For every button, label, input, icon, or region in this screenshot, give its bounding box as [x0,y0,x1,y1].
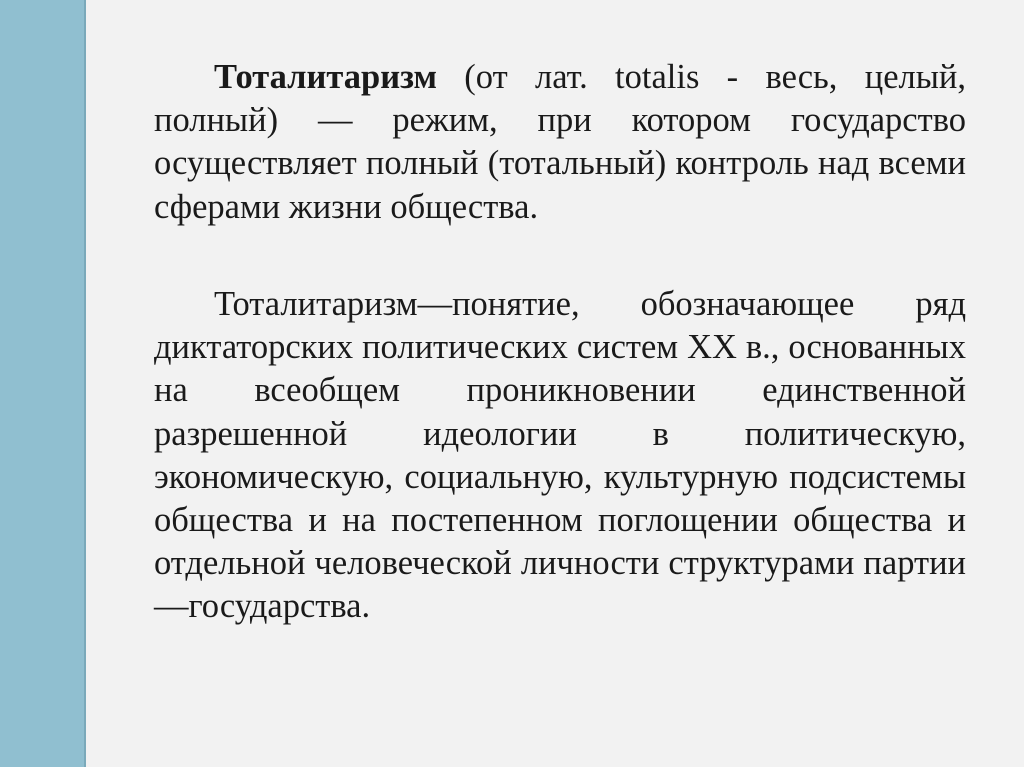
left-accent-bar [0,0,86,767]
defined-term: Тоталитаризм [214,58,437,96]
definition-paragraph [154,56,966,229]
definition-text: (от лат. totalis - весь, целый, полный) — режим, при котором государство осуществляет полный (тотальный) контроль над всеми сферами жизни общества. [154,58,966,226]
concept-paragraph: Тоталитаризм—понятие, обозначающее ряд диктаторских политических систем XX в., основанных на всеобщем проникновении единственной разрешенной идеологии в политическую, экономическую, социальную, культурную подсистемы общества и на постепенном поглощении общества и отдельной человеческой личности структурами партии—государства. [154,285,966,626]
slide-content [86,0,1024,767]
